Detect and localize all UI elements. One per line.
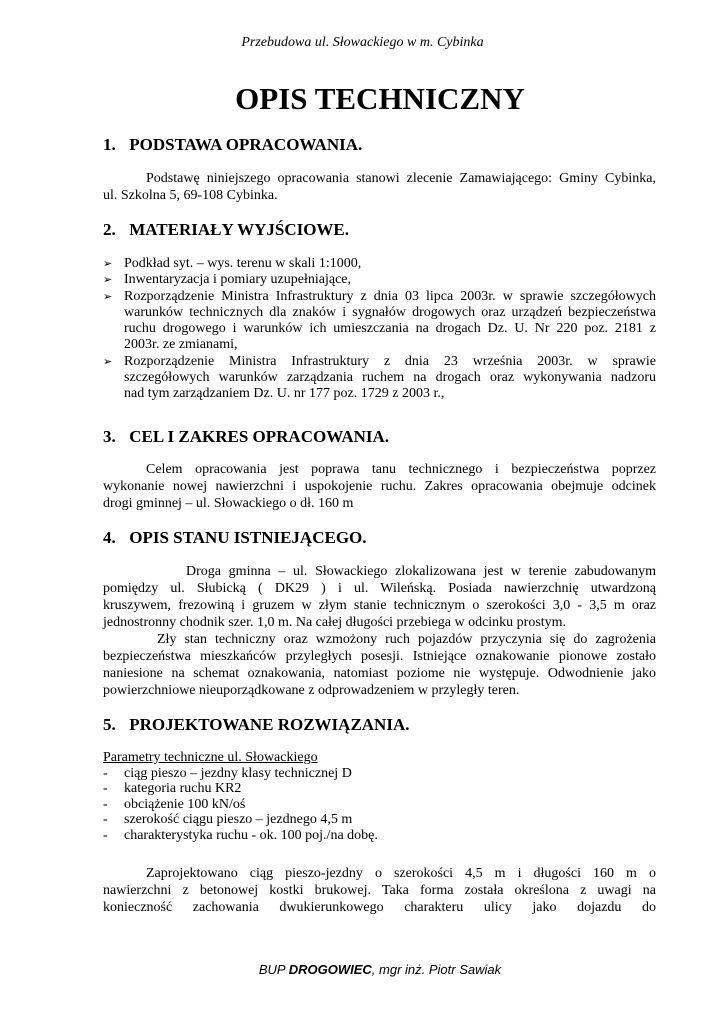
text-line: wykonanie nowej nawierzchni i uspokojenie ruchu. Zakres opracowania obejmuje odcinek [103,479,656,494]
section-4-heading [103,528,367,548]
list-item: - kategoria ruchu KR2 [103,781,242,797]
section-1-heading [103,135,362,155]
footer-prefix: BUP [258,962,289,977]
text-line: ciąg pieszo – jezdny klasy technicznej D [124,765,352,781]
text-line: pomiędzy ul. Słubicką ( DK29 ) i ul. Wileńską. Posiada nawierzchnię utwardzoną [103,581,656,596]
list-item: - obciążenie 100 kN/oś [103,796,246,812]
text-line: Zły stan techniczny oraz wzmożony ruch pojazdów przyczynia się do zagrożenia [157,632,656,647]
section-title: MATERIAŁY WYJŚCIOWE. [129,220,350,239]
section-title: PODSTAWA OPRACOWANIA. [129,135,363,154]
arrow-bullet-icon: ➢ [103,355,113,368]
text-line: 2003r. ze zmianami, [124,337,238,353]
list-item [103,256,656,272]
section-title: OPIS STANU ISTNIEJĄCEGO. [129,528,367,547]
text-line: nawierzchni z betonowej kostki brukowej. Taka forma została określona z uwagi na [103,883,656,898]
section-number: 1. [103,135,116,154]
text-line: kruszywem, frezowiną i gruzem w złym stanie technicznym o szerokości 3,0 - 3,5 m oraz [103,598,656,613]
section-5-heading [103,715,409,735]
text-line: warunków technicznych dla znaków i sygnałów drogowych oraz urządzeń bezpieczeństwa [124,304,656,320]
section-number: 4. [103,528,116,547]
section-3-heading [103,427,389,447]
text-line: Droga gminna – ul. Słowackiego zlokalizowana jest w terenie zabudowanym [186,564,656,579]
text-line: Inwentaryzacja i pomiary uzupełniające, [124,272,351,288]
footer-company: DROGOWIEC [288,962,372,977]
text-line: Podstawę niniejszego opracowania stanowi zlecenie Zamawiającego: Gminy Cybinka, [146,171,656,186]
text-line: nad tym zarządzaniem Dz. U. nr 177 poz. 1729 z 2003 r., [124,386,445,402]
text-line: jednostronny chodnik szer. 1,0 m. Na całej długości przebiega w odcinku prostym. [103,615,567,630]
text-line: charakterystyka ruchu - ok. 100 poj./na dobę. [124,827,378,843]
text-line: Podkład syt. – wys. terenu w skali 1:1000, [124,256,362,271]
technical-parameters [103,750,656,844]
text-line: konieczność zachowania dwukierunkowego charakteru ulicy jako dojazdu do [103,900,656,915]
text-line: naniesione na schemat oznakowania, natomiast poziome nie występuje. Odwodnienie jako [103,666,656,681]
running-footer [0,962,725,977]
text-line: ruchu drogowego i warunków ich umieszczania na drogach Dz. U. Nr 220 poz. 2181 z [124,321,656,337]
list-item: - charakterystyka ruchu - ok. 100 poj./na dobę. [103,827,378,843]
section-title: PROJEKTOWANE ROZWIĄZANIA. [129,715,410,734]
list-item [103,272,656,288]
text-line: szerokość ciągu pieszo – jezdnego 4,5 m [124,812,353,828]
section-2-heading [103,220,349,240]
arrow-bullet-icon: ➢ [103,290,113,303]
document-title: OPIS TECHNICZNY [235,81,525,116]
running-header: Przebudowa ul. Słowackiego w m. Cybinka [241,35,484,50]
section-number: 3. [103,427,116,446]
section-5-paragraph [103,865,656,916]
section-3-paragraph [103,461,656,512]
list-item [103,289,656,354]
text-line: bezpieczeństwa mieszkańców przyległych posesji. Istniejące oznakowanie pionowe zostało [103,649,656,664]
text-line: Celem opracowania jest poprawa tanu technicznego i bezpieczeństwa poprzez [146,462,656,477]
parameters-title: Parametry techniczne ul. Słowackiego [103,750,318,765]
section-4-paragraph [103,563,656,699]
arrow-bullet-icon: ➢ [103,274,113,287]
text-line: Rozporządzenie Ministra Infrastruktury z dnia 23 września 2003r. w sprawie [124,353,656,369]
section-title: CEL I ZAKRES OPRACOWANIA. [129,427,390,446]
text-line: Zaprojektowano ciąg pieszo-jezdny o szerokości 4,5 m i długości 160 m o [146,866,656,881]
text-line: obciążenie 100 kN/oś [124,796,246,812]
list-item [103,354,656,403]
text-line: ul. Szkolna 5, 69-108 Cybinka. [103,188,278,203]
section-number: 2. [103,220,116,239]
text-line: drogi gminnej – ul. Słowackiego o dł. 160 m [103,496,354,511]
list-item: - szerokość ciągu pieszo – jezdnego 4,5 m [103,812,353,828]
materials-list [103,256,656,403]
arrow-bullet-icon: ➢ [103,258,113,270]
footer-author: , mgr inż. Piotr Sawiak [371,962,502,977]
list-item: - ciąg pieszo – jezdny klasy technicznej D [103,765,352,781]
text-line: powierzchniowe nieuporządkowane z odprowadzeniem w przyległy teren. [103,683,520,698]
section-number: 5. [103,715,116,734]
text-line: kategoria ruchu KR2 [124,781,242,797]
text-line: szczegółowych warunków zarządzania ruchem na drogach oraz wykonywania nadzoru [124,370,656,386]
text-line: Rozporządzenie Ministra Infrastruktury z dnia 03 lipca 2003r. w sprawie szczegółowych [124,288,656,304]
section-1-paragraph [103,170,656,204]
